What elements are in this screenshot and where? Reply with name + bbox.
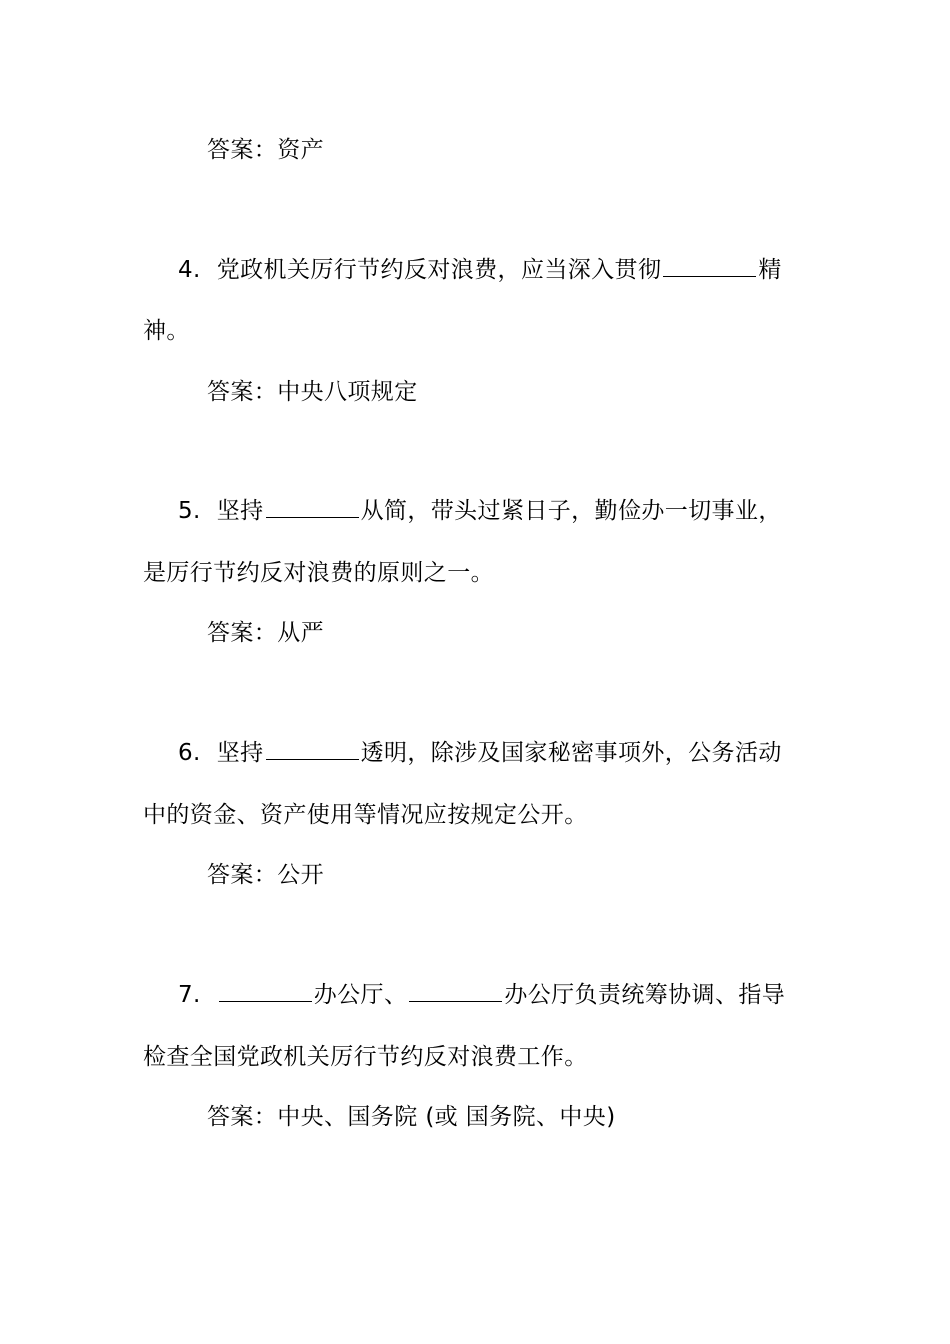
answer-label: 答案： <box>207 1104 278 1130</box>
question-text: 坚持 <box>216 498 264 524</box>
question-text: 精 <box>758 257 782 283</box>
answer-line-7 <box>207 1102 616 1132</box>
answer-text: 中央八项规定 <box>277 379 418 405</box>
question-5-line-2: 是厉行节约反对浪费的原则之一。 <box>143 560 494 586</box>
fill-blank <box>266 737 359 760</box>
question-number: 5. <box>178 498 201 524</box>
answer-label: 答案： <box>207 862 278 888</box>
answer-line-6 <box>207 860 324 890</box>
answer-line-3 <box>207 135 324 165</box>
answer-label: 答案： <box>207 137 278 163</box>
answer-text: 从严 <box>277 620 325 646</box>
answer-text: 中央、国务院 (或 国务院、中央) <box>277 1104 616 1130</box>
question-number: 6. <box>178 740 201 766</box>
fill-blank <box>266 495 359 518</box>
question-4-line-2: 神。 <box>143 318 190 344</box>
fill-blank <box>219 979 312 1002</box>
question-text: 从简，带头过紧日子，勤俭办一切事业， <box>360 498 782 524</box>
answer-text: 公开 <box>277 862 325 888</box>
question-5-line-1 <box>178 495 782 526</box>
question-text: 透明，除涉及国家秘密事项外，公务活动 <box>360 740 782 766</box>
answer-line-4 <box>207 377 418 407</box>
question-7-line-2: 检查全国党政机关厉行节约反对浪费工作。 <box>143 1044 588 1070</box>
fill-blank <box>409 979 502 1002</box>
question-number: 7. <box>178 982 201 1008</box>
answer-label: 答案： <box>207 379 278 405</box>
fill-blank <box>663 254 756 277</box>
question-4-line-1 <box>178 254 782 285</box>
question-7-line-1 <box>178 979 785 1010</box>
question-text: 办公厅、 <box>313 982 408 1008</box>
question-6-line-2: 中的资金、资产使用等情况应按规定公开。 <box>143 802 588 828</box>
answer-line-5 <box>207 618 324 648</box>
question-text: 办公厅负责统筹协调、指导 <box>504 982 786 1008</box>
question-text: 坚持 <box>216 740 264 766</box>
question-text: 党政机关厉行节约反对浪费，应当深入贯彻 <box>216 257 662 283</box>
answer-label: 答案： <box>207 620 278 646</box>
answer-text: 资产 <box>277 137 325 163</box>
question-number: 4. <box>178 257 201 283</box>
question-6-line-1 <box>178 737 782 768</box>
